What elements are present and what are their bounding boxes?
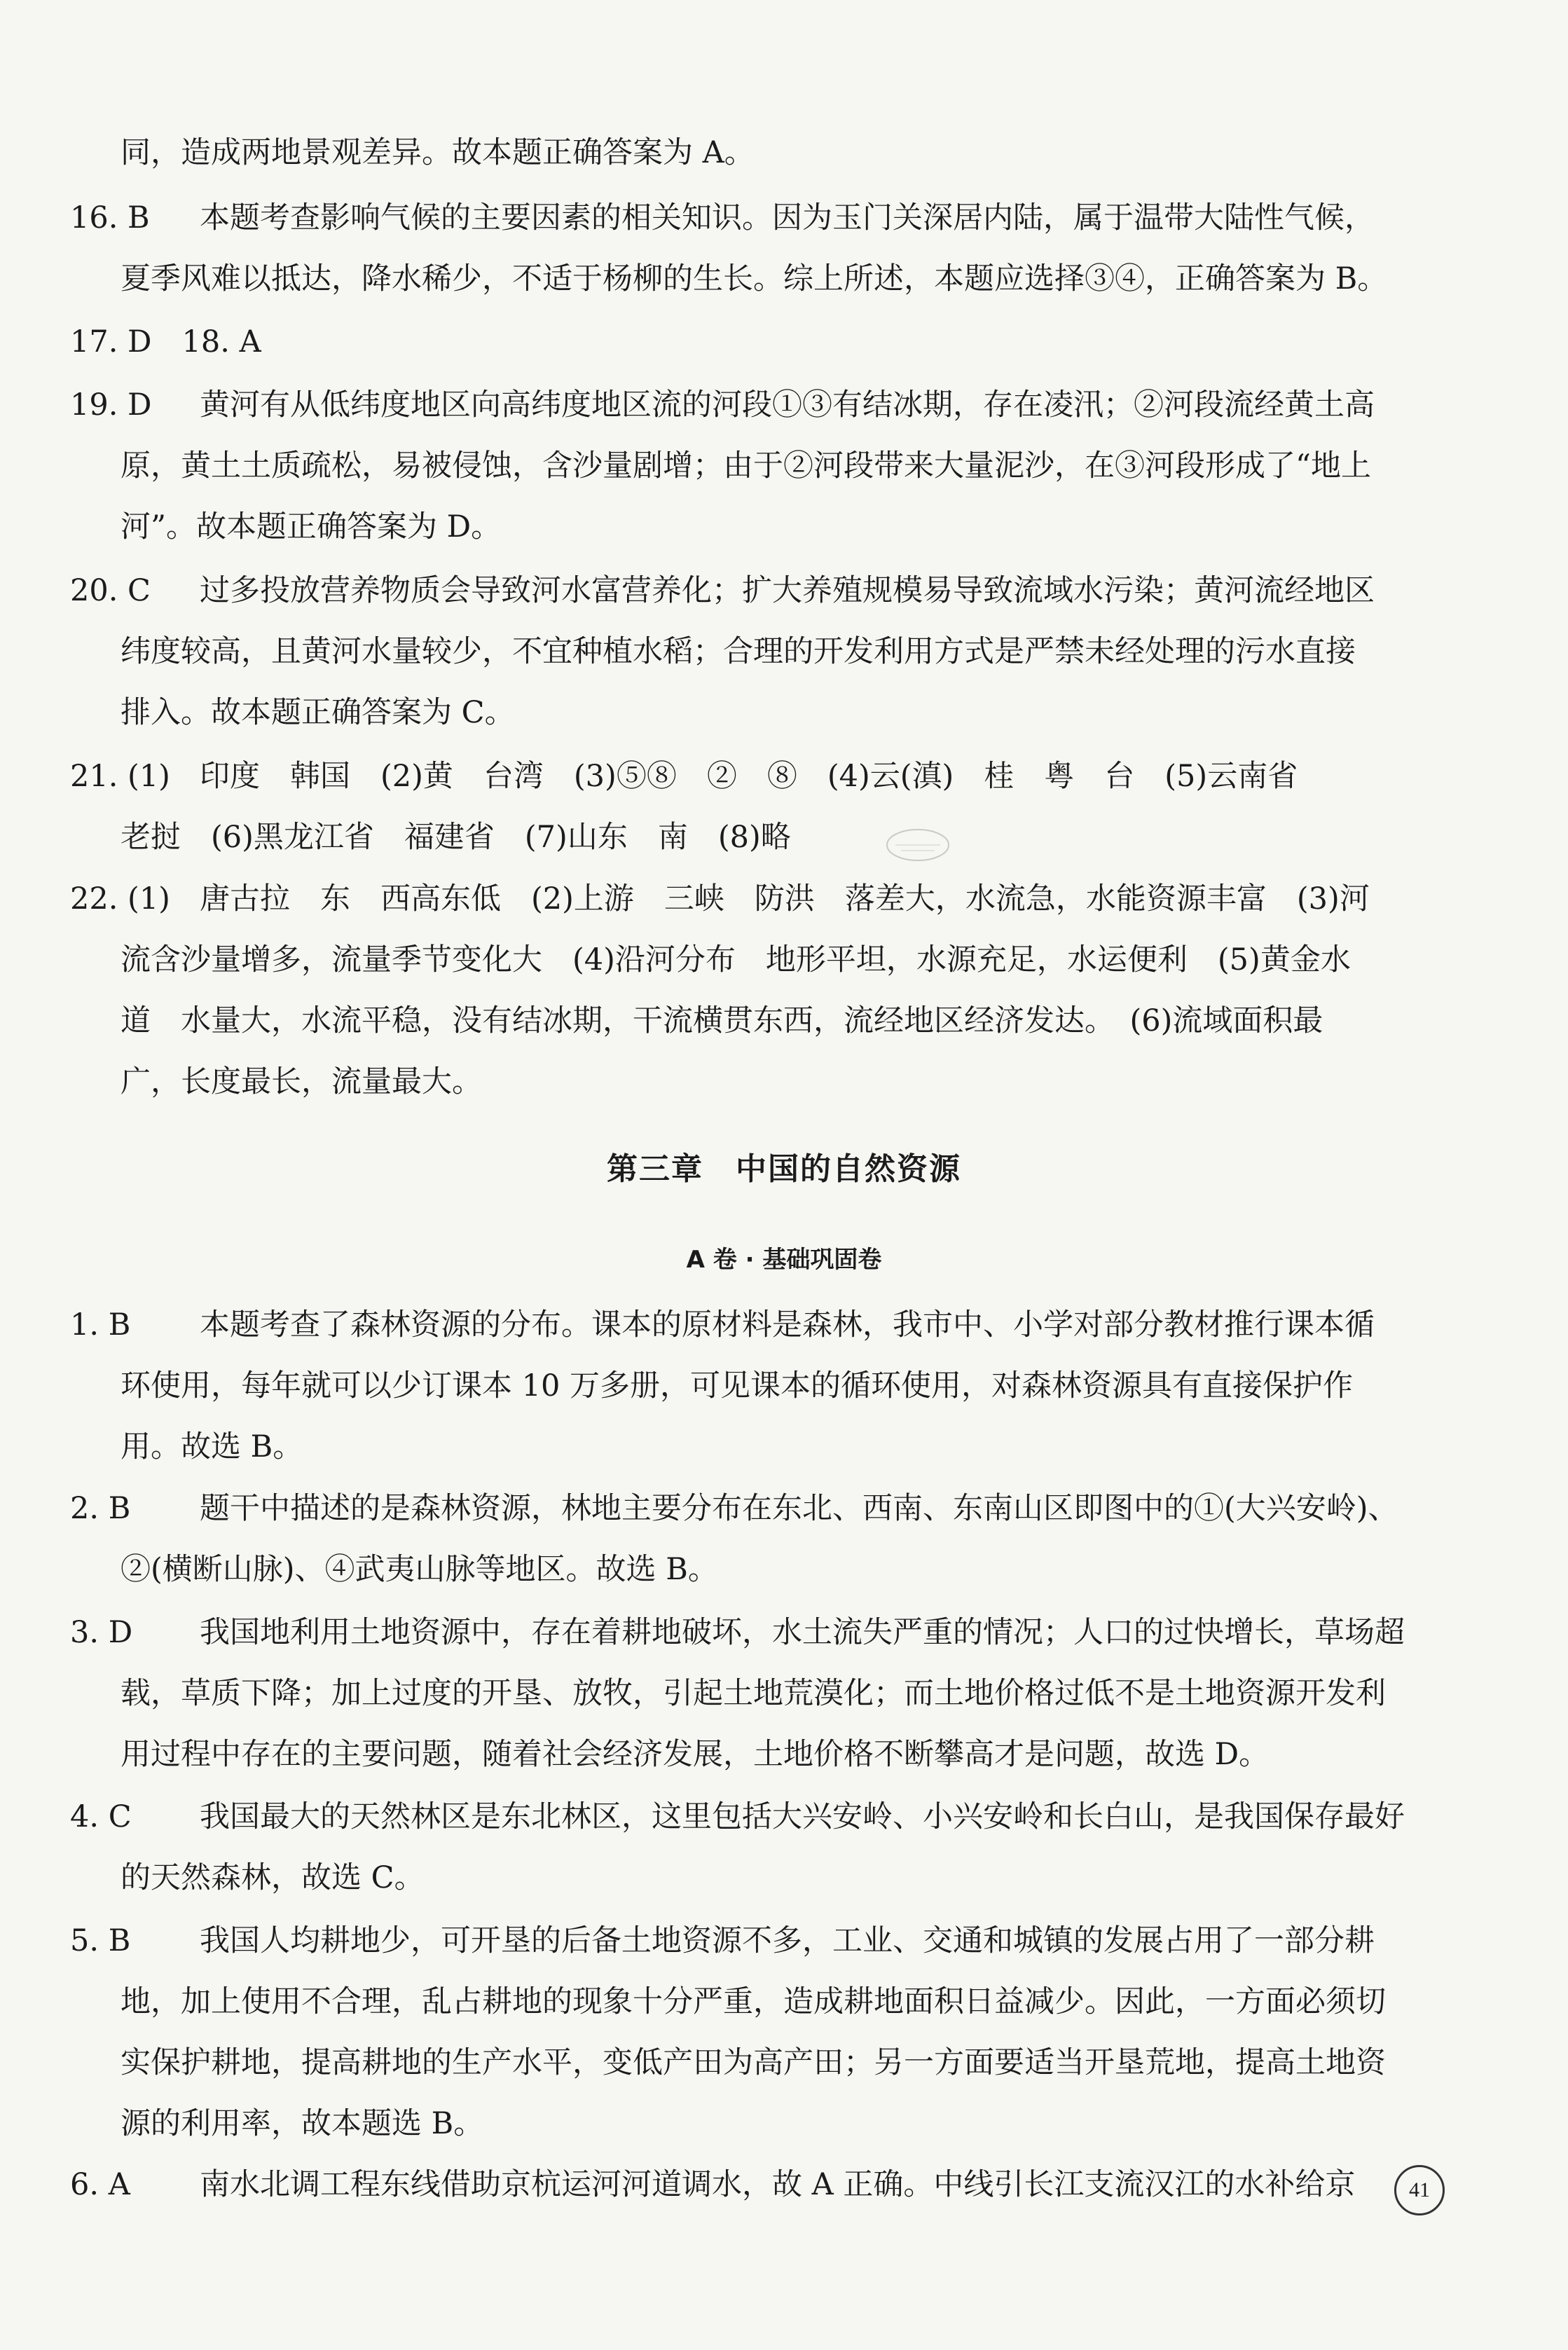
answer-item [70, 1295, 1457, 1478]
chapter-title: 第三章 中国的自然资源 [607, 1151, 961, 1187]
question-number: 16. B [70, 200, 150, 235]
answer-line: 河”。故本题正确答案为 D。 [121, 509, 502, 544]
answer-line: 唐古拉 东 西高东低 (2)上游 三峡 防洪 落差大，水流急，水能资源丰富 (3)河 [200, 881, 1370, 916]
answer-item [70, 1787, 1457, 1909]
answer-line: 流含沙量增多，流量季节变化大 (4)沿河分布 地形平坦，水源充足，水运便利 (5)黄金水 [121, 942, 1351, 977]
answer-item [70, 188, 1457, 310]
answer-line: 夏季风难以抵达，降水稀少，不适于杨柳的生长。综上所述，本题应选择③④，正确答案为 B。 [121, 261, 1388, 296]
question-number: 21. (1) [70, 759, 170, 794]
answer-line: 老挝 (6)黑龙江省 福建省 (7)山东 南 (8)略 [121, 820, 791, 855]
question-number: 5. B [70, 1923, 131, 1958]
answer-line: 地，加上使用不合理，乱占耕地的现象十分严重，造成耕地面积日益减少。因此，一方面必须切 [121, 1984, 1386, 2019]
question-number: 20. C [70, 573, 151, 608]
answer-line: 我国地利用土地资源中，存在着耕地破坏，水土流失严重的情况；人口的过快增长，草场超 [200, 1615, 1405, 1650]
answer-line: 源的利用率，故本题选 B。 [121, 2106, 484, 2141]
answer-item [70, 746, 1457, 868]
answer-item [70, 312, 1457, 373]
answer-line: 广，长度最长，流量最大。 [121, 1064, 482, 1099]
answer-item [70, 123, 1457, 184]
question-number: 22. (1) [70, 881, 170, 916]
answer-line: 环使用，每年就可以少订课本 10 万多册，可见课本的循环使用，对森林资源具有直接保护作 [121, 1368, 1354, 1403]
answer-line: 纬度较高，且黄河水量较少，不宜种植水稻；合理的开发利用方式是严禁未经处理的污水直接 [121, 634, 1356, 669]
answer-item [70, 2155, 1457, 2215]
answer-item [70, 561, 1457, 743]
answer-line: 本题考查了森林资源的分布。课本的原材料是森林，我市中、小学对部分教材推行课本循 [200, 1307, 1375, 1342]
answer-line: 过多投放营养物质会导致河水富营养化；扩大养殖规模易导致流域水污染；黄河流经地区 [200, 573, 1375, 608]
answer-line: 南水北调工程东线借助京杭运河河道调水，故 A 正确。中线引长江支流汉江的水补给京 [200, 2167, 1356, 2202]
answer-item [70, 1478, 1457, 1600]
answer-line: 道 水量大，水流平稳，没有结冰期，干流横贯东西，流经地区经济发达。 (6)流域面积最 [121, 1003, 1323, 1038]
answer-line: 印度 韩国 (2)黄 台湾 (3)⑤⑧ ② ⑧ (4)云(滇) 桂 粤 台 (5)云南省 [200, 759, 1298, 794]
answer-line: 用过程中存在的主要问题，随着社会经济发展，土地价格不断攀高才是问题，故选 D。 [121, 1737, 1270, 1772]
answer-line: 黄河有从低纬度地区向高纬度地区流的河段①③有结冰期，存在凌汛；②河段流经黄土高 [200, 387, 1375, 422]
question-number: 17. D 18. A [70, 324, 261, 359]
answer-line: 用。故选 B。 [121, 1429, 303, 1464]
page-number: 41 [1394, 2165, 1445, 2215]
answer-item [70, 1911, 1457, 2155]
answer-line: 实保护耕地，提高耕地的生产水平，变低产田为高产田；另一方面要适当开垦荒地，提高土地资 [121, 2045, 1386, 2080]
question-number: 19. D [70, 387, 152, 422]
answer-line: 的天然森林，故选 C。 [121, 1860, 425, 1895]
answer-line: 排入。故本题正确答案为 C。 [121, 695, 515, 730]
answer-line: 载，草质下降；加上过度的开垦、放牧，引起土地荒漠化；而土地价格过低不是土地资源开发利 [121, 1676, 1386, 1711]
answer-line: 同，造成两地景观差异。故本题正确答案为 A。 [121, 135, 755, 170]
section-title: A 卷 · 基础巩固卷 [686, 1246, 882, 1274]
answer-line: 我国人均耕地少，可开垦的后备土地资源不多，工业、交通和城镇的发展占用了一部分耕 [200, 1923, 1375, 1958]
answer-line [70, 312, 1457, 373]
answer-line: 题干中描述的是森林资源，林地主要分布在东北、西南、东南山区即图中的①(大兴安岭)、 [200, 1491, 1398, 1526]
answer-line: ②(横断山脉)、④武夷山脉等地区。故选 B。 [121, 1552, 718, 1587]
answer-line: 原，黄土土质疏松，易被侵蚀，含沙量剧增；由于②河段带来大量泥沙，在③河段形成了“地上 [121, 448, 1371, 483]
stamp-mark [884, 827, 951, 863]
answer-item [70, 869, 1457, 1113]
question-number: 1. B [70, 1307, 131, 1342]
answer-line: 本题考查影响气候的主要因素的相关知识。因为玉门关深居内陆，属于温带大陆性气候， [200, 200, 1375, 235]
answer-line: 我国最大的天然林区是东北林区，这里包括大兴安岭、小兴安岭和长白山，是我国保存最好 [200, 1799, 1405, 1834]
question-number: 2. B [70, 1491, 131, 1526]
question-number: 3. D [70, 1615, 133, 1650]
answer-item [70, 375, 1457, 558]
answer-item [70, 1602, 1457, 1785]
question-number: 4. C [70, 1799, 132, 1834]
question-number: 6. A [70, 2167, 130, 2202]
